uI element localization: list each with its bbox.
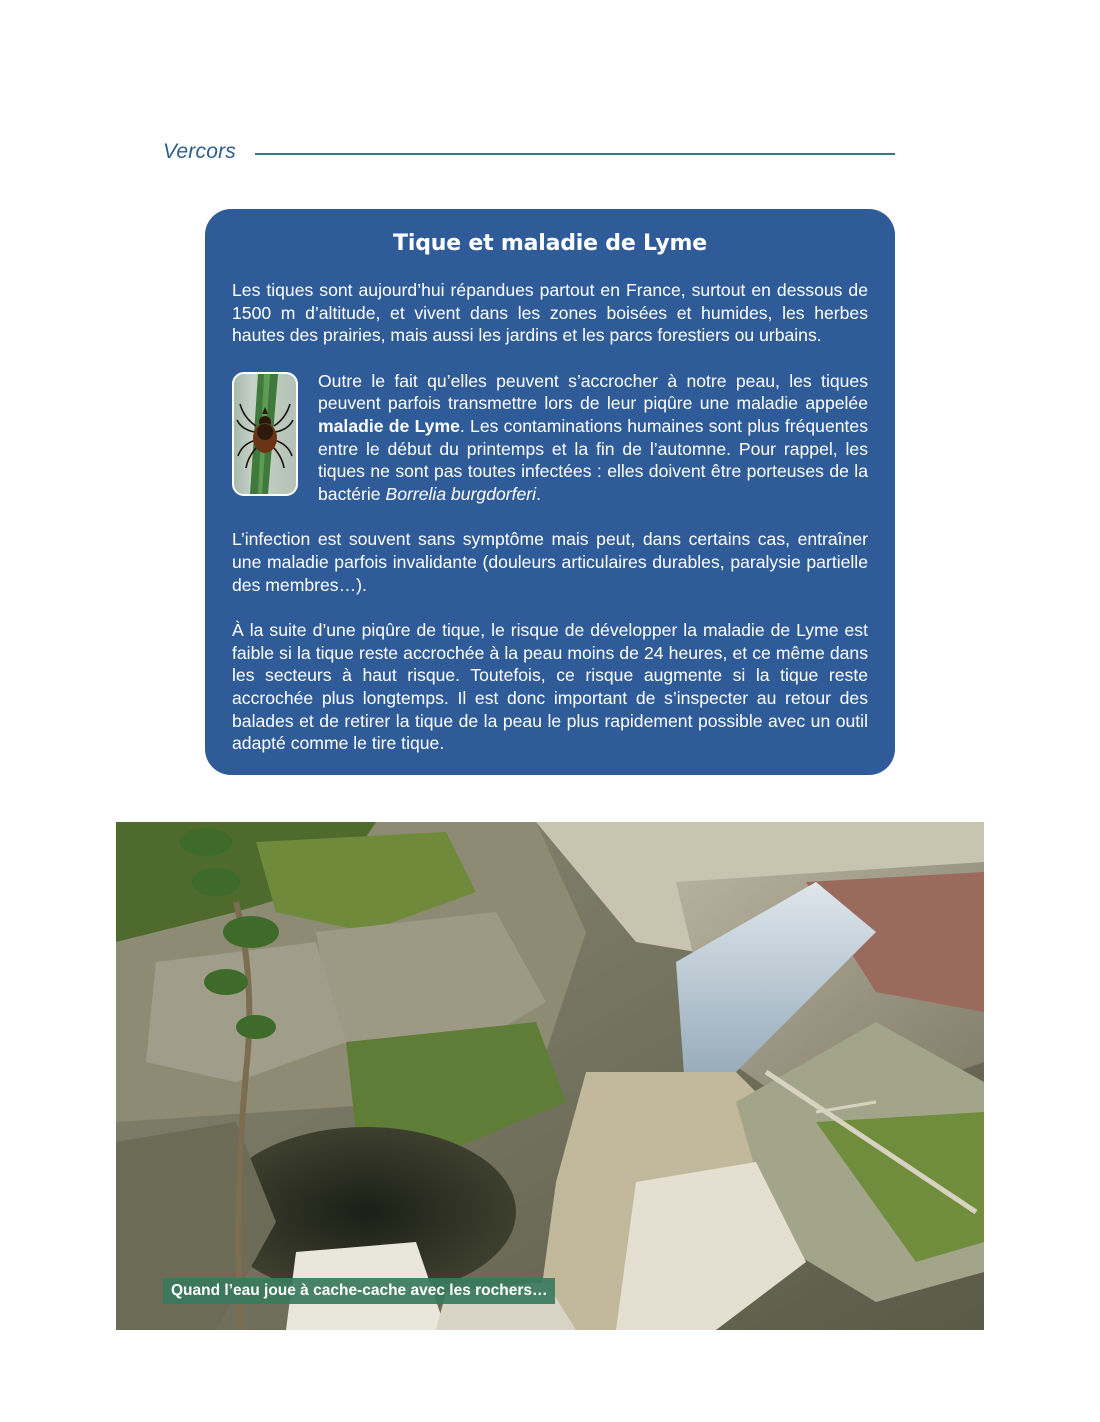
info-box [205,209,895,775]
tick-section [232,370,868,506]
lyme-disease-term: maladie de Lyme [318,415,460,436]
paragraph-infection: L’infection est souvent sans symptôme mais peut, dans certains cas, entraîner une maladie parfois invalidante (douleurs articulaires durables, paralysie partielle des membres…). [232,529,868,595]
paragraph-lyme-part2: . Les contaminations humaines sont plus fréquentes entre le début du printemps et la fin de l’automne. Pour rappel, les tiques ne sont pas toutes infectées : elles doivent être porteuses de la bactérie [318,415,868,504]
tick-image [232,372,298,496]
photo-caption: Quand l’eau joue à cache-cache avec les rochers… [163,1278,555,1304]
paragraph-lyme-part1: Outre le fait qu’elles peuvent s’accrocher à notre peau, les tiques peuvent parfois transmettre lors de leur piqûre une maladie appelée [318,370,868,414]
bacteria-name: Borrelia burgdorferi [385,483,537,504]
waterfall-photo [116,822,984,1330]
paragraph-risk: À la suite d’une piqûre de tique, le risque de développer la maladie de Lyme est faible si la tique reste accrochée à la peau moins de 24 heures, et ce même dans les secteurs à haut risque. Toutefois, ce risque augmente si la tique reste accrochée plus longtemps. Il est donc important de s’inspecter au retour des balades et de retirer la tique de la peau le plus rapidement possible avec un outil adapté comme le tire tique. [232,620,868,754]
paragraph-lyme [318,370,868,506]
paragraph-intro: Les tiques sont aujourd’hui répandues partout en France, surtout en dessous de 1500 m d’altitude, et vivent dans les zones boisées et humides, les herbes hautes des prairies, mais aussi les jardins et les parcs forestiers ou urbains. [232,280,868,346]
header-divider [255,153,895,155]
section-title: Vercors [163,140,236,163]
info-box-title: Tique et maladie de Lyme [393,231,707,256]
paragraph-lyme-end: . [536,483,541,504]
